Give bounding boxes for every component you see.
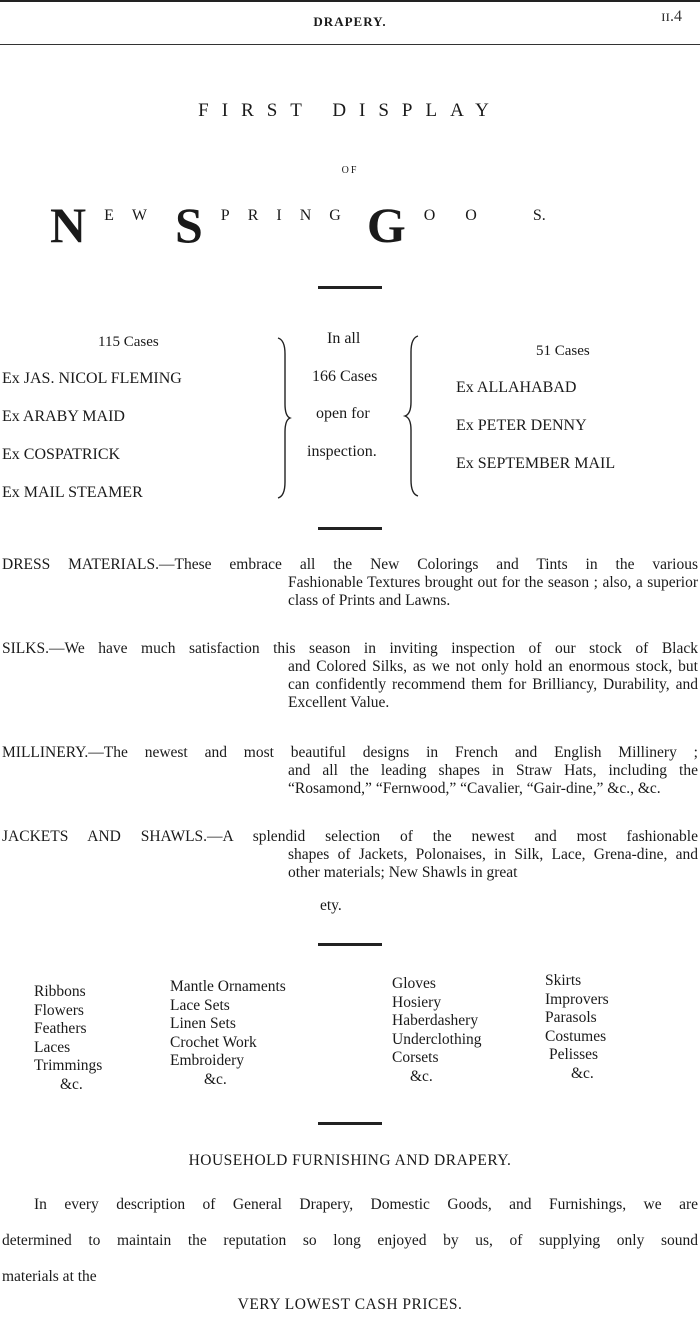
list-item: Mantle Ornaments — [170, 978, 286, 995]
goods-column-2 — [170, 978, 286, 1089]
list-item: Hosiery — [392, 993, 442, 1011]
center-in-all: In all — [327, 330, 361, 347]
ship-araby-maid: Ex ARABY MAID — [2, 408, 125, 425]
list-item: &c. — [571, 1064, 594, 1082]
list-item: Corsets — [392, 1049, 439, 1066]
list-item: &c. — [410, 1067, 433, 1085]
list-item: Haberdashery — [392, 1012, 479, 1029]
household-footer: VERY LOWEST CASH PRICES. — [237, 1296, 463, 1313]
list-item: Trimmings — [34, 1057, 103, 1074]
section-body: shapes of Jackets, Polonaises, in Silk, Lace, Grena-dine, and other materials; New Shawls in great — [288, 846, 698, 881]
left-case-count: 115 Cases — [98, 334, 159, 350]
section-lead-line: JACKETS AND SHAWLS.—A splendid selection of the newest and most fashionable — [2, 828, 698, 845]
ship-allahabad: Ex ALLAHABAD — [456, 379, 577, 396]
ship-peter-denny: Ex PETER DENNY — [456, 417, 587, 434]
left-brace — [276, 336, 292, 500]
headline-of: OF — [341, 165, 359, 176]
headline-letter-g: G — [366, 197, 406, 253]
headline-part-tail: S. — [532, 207, 546, 224]
section-lead-line: DRESS MATERIALS.—These embrace all the New Colorings and Tints in the various — [2, 556, 698, 573]
ship-mail-steamer: Ex MAIL STEAMER — [2, 484, 143, 501]
section-lead-line: MILLINERY.—The newest and most beautiful designs in French and English Millinery ; — [2, 744, 698, 761]
section-body: and Colored Silks, as we not only hold an enormous stock, but can confidently recommend them for Brilliancy, Durability, and Excellent Value. — [288, 658, 698, 711]
center-case-count: 166 Cases — [312, 368, 378, 385]
list-item: Pelisses — [549, 1046, 599, 1063]
list-item: Linen Sets — [170, 1015, 236, 1032]
goods-column-4 — [545, 972, 609, 1083]
goods-column-1 — [34, 983, 102, 1094]
list-item: &c. — [204, 1070, 227, 1088]
ship-september-mail: Ex SEPTEMBER MAIL — [456, 455, 616, 472]
right-brace — [402, 334, 420, 498]
household-line-2: determined to maintain the reputation so long enjoyed by us, of supplying only sound — [2, 1232, 698, 1249]
section-lead-line: SILKS.—We have much satisfaction this season in inviting inspection of our stock of Black — [2, 640, 698, 657]
headline-part-pring: PRING — [220, 207, 359, 224]
headline-letter-s: S — [174, 197, 203, 253]
list-item: Lace Sets — [170, 996, 230, 1014]
list-item: Flowers — [34, 1001, 84, 1019]
list-item: Underclothing — [392, 1030, 482, 1048]
section-divider — [318, 943, 382, 946]
center-open-for: open for — [316, 405, 370, 422]
list-item: Gloves — [392, 975, 436, 992]
list-item: Crochet Work — [170, 1033, 257, 1051]
ship-jas-nicol-fleming: Ex JAS. NICOL FLEMING — [2, 370, 182, 387]
list-item: Skirts — [545, 972, 582, 989]
right-case-count: 51 Cases — [536, 343, 590, 359]
headline-new-spring-goods — [50, 196, 546, 254]
household-line-1: In every description of General Drapery, Domestic Goods, and Furnishings, we are — [34, 1196, 698, 1213]
section-divider — [318, 527, 382, 530]
goods-column-3 — [392, 975, 482, 1086]
headline-part-oo: OO — [423, 207, 507, 224]
section-body: Fashionable Textures brought out for the season ; also, a superior class of Prints and Lawns. — [288, 574, 698, 609]
list-item: Costumes — [545, 1027, 607, 1045]
list-item: Laces — [34, 1038, 71, 1056]
headline-letter-n: N — [50, 197, 87, 253]
headline-part-ew: EW — [104, 207, 165, 224]
household-heading: HOUSEHOLD FURNISHING AND DRAPERY. — [188, 1152, 512, 1169]
list-item: Feathers — [34, 1020, 87, 1037]
top-border-rule — [0, 0, 700, 2]
list-item: Embroidery — [170, 1052, 245, 1069]
ship-cospatrick: Ex COSPATRICK — [2, 446, 121, 463]
section-divider — [318, 286, 382, 289]
section-tail: ety. — [320, 897, 342, 914]
page-number-mark: ɪɪ.4 — [661, 8, 682, 25]
center-inspection: inspection. — [307, 443, 377, 460]
section-body: and all the leading shapes in Straw Hats, including the “Rosamond,” “Fernwood,” “Cavalier, “Gair-dine,” &c., &c. — [288, 762, 698, 797]
section-divider — [318, 1122, 382, 1125]
list-item: Improvers — [545, 990, 609, 1008]
header-rule — [0, 44, 700, 45]
list-item: Ribbons — [34, 983, 86, 1000]
list-item: Parasols — [545, 1009, 597, 1026]
list-item: &c. — [60, 1075, 83, 1093]
running-header: DRAPERY. — [313, 14, 387, 29]
headline-first-display: FIRST DISPLAY — [198, 100, 502, 121]
household-line-3: materials at the — [2, 1268, 97, 1285]
